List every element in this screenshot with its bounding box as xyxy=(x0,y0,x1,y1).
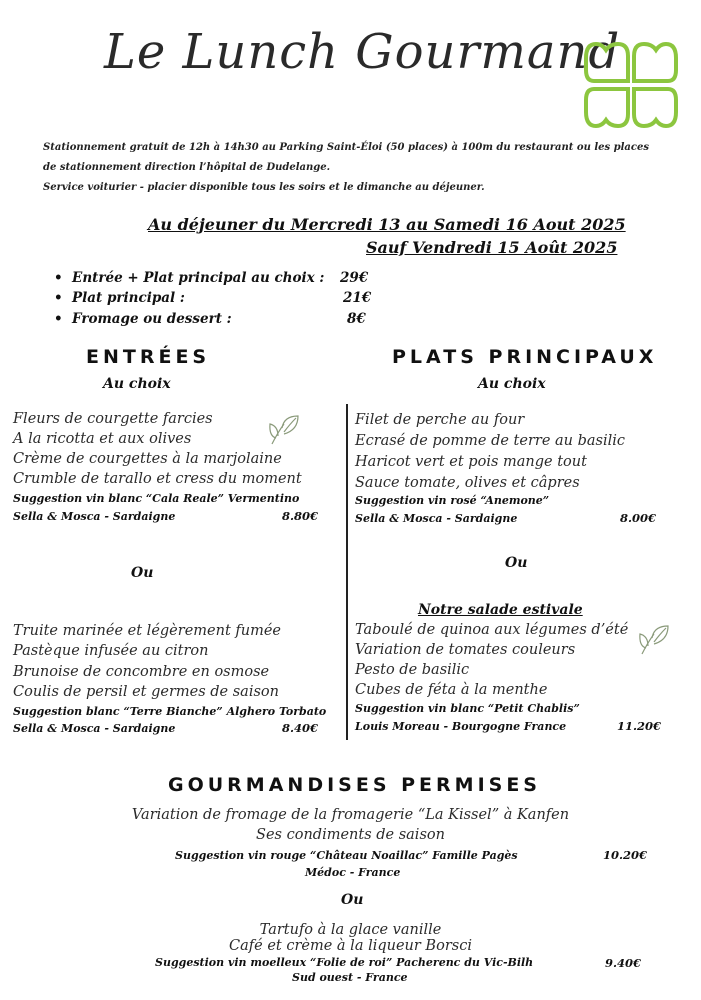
entree-1-line-2: A la ricotta et aux olives xyxy=(13,431,192,447)
dessert-2-wine-region: Sud ouest - France xyxy=(292,971,408,984)
plat-2-wine-price: 11.20€ xyxy=(617,719,662,733)
dessert-1-wine-price: 10.20€ xyxy=(603,848,648,862)
dessert-1-line-1: Variation de fromage de la fromagerie “La Kissel” à Kanfen xyxy=(131,807,570,823)
plat-2-line-1: Taboulé de quinoa aux légumes d’été xyxy=(355,622,629,638)
dessert-2-wine-price: 9.40€ xyxy=(605,956,642,970)
entree-1-wine-producer: Sella & Mosca - Sardaigne xyxy=(13,510,176,523)
plat-1-line-3: Haricot vert et pois mange tout xyxy=(355,454,587,470)
plat-2-wine-producer: Louis Moreau - Bourgogne France xyxy=(355,720,567,733)
entrees-heading: ENTRÉES xyxy=(86,346,211,368)
entree-2-wine-price: 8.40€ xyxy=(282,721,319,735)
dessert-2-line-1: Tartufo à la glace vanille xyxy=(259,922,442,938)
plat-2-wine: Suggestion vin blanc “Petit Chablis” xyxy=(355,702,580,715)
dessert-2-wine: Suggestion vin moelleux “Folie de roi” Pacherenc du Vic-Bilh xyxy=(155,956,534,969)
dessert-1-line-2: Ses condiments de saison xyxy=(256,827,445,843)
restaurant-title: Le Lunch Gourmand xyxy=(104,24,621,80)
entree-2-wine: Suggestion blanc “Terre Bianche” Alghero Torbato xyxy=(13,705,327,718)
entree-1-line-3: Crème de courgettes à la marjolaine xyxy=(13,451,282,467)
entrees-subheading: Au choix xyxy=(103,376,171,392)
entrees-or: Ou xyxy=(131,565,154,581)
dessert-1-wine-region: Médoc - France xyxy=(305,866,401,879)
entree-1-wine: Suggestion vin blanc “Cala Reale” Vermentino xyxy=(13,492,300,505)
price-bullet-1-amount: 29€ xyxy=(340,270,369,286)
plats-or: Ou xyxy=(505,555,528,571)
plat-1-line-2: Ecrasé de pomme de terre au basilic xyxy=(355,433,626,449)
plat-1-line-1: Filet de perche au four xyxy=(355,412,525,428)
entree-2-line-1: Truite marinée et légèrement fumée xyxy=(13,623,282,639)
price-bullet-2: • Plat principal : xyxy=(54,290,185,306)
plat-2-line-4: Cubes de féta à la menthe xyxy=(355,682,548,698)
dessert-2-line-2: Café et crème à la liqueur Borsci xyxy=(229,938,472,954)
price-bullet-3-amount: 8€ xyxy=(347,311,366,327)
parking-note-line-2: de stationnement direction l’hôpital de Dudelange. xyxy=(43,162,331,173)
clover-logo-icon xyxy=(584,38,678,132)
plat-1-wine: Suggestion vin rosé “Anemone” xyxy=(355,494,550,507)
entree-2-line-4: Coulis de persil et germes de saison xyxy=(13,684,279,700)
plat-1-wine-price: 8.00€ xyxy=(620,511,657,525)
column-divider xyxy=(346,404,348,740)
desserts-or: Ou xyxy=(341,892,364,908)
summer-salad-title: Notre salade estivale xyxy=(418,602,583,618)
entree-1-wine-price: 8.80€ xyxy=(282,509,319,523)
entree-2-line-3: Brunoise de concombre en osmose xyxy=(13,664,270,680)
lunch-exception-heading: Sauf Vendredi 15 Août 2025 xyxy=(366,238,618,257)
price-bullet-3: • Fromage ou dessert : xyxy=(54,311,232,327)
price-bullet-1: • Entrée + Plat principal au choix : xyxy=(54,270,325,286)
entree-1-line-1: Fleurs de courgette farcies xyxy=(13,411,213,427)
entree-2-wine-producer: Sella & Mosca - Sardaigne xyxy=(13,722,176,735)
plat-2-line-2: Variation de tomates couleurs xyxy=(355,642,576,658)
plat-1-line-4: Sauce tomate, olives et câpres xyxy=(355,475,580,491)
desserts-heading: GOURMANDISES PERMISES xyxy=(168,774,541,796)
parking-note-line-1: Stationnement gratuit de 12h à 14h30 au Parking Saint-Éloi (50 places) à 100m du restaurant ou les places xyxy=(43,142,649,153)
plat-2-line-3: Pesto de basilic xyxy=(355,662,470,678)
dessert-1-wine: Suggestion vin rouge “Château Noaillac” Famille Pagès xyxy=(175,849,518,862)
plats-heading: PLATS PRINCIPAUX xyxy=(392,346,658,368)
price-bullet-2-amount: 21€ xyxy=(343,290,372,306)
lunch-dates-heading: Au déjeuner du Mercredi 13 au Samedi 16 Aout 2025 xyxy=(148,215,626,234)
plats-subheading: Au choix xyxy=(478,376,546,392)
vegetarian-leaf-icon xyxy=(638,624,672,656)
plat-1-wine-producer: Sella & Mosca - Sardaigne xyxy=(355,512,518,525)
vegetarian-leaf-icon xyxy=(268,414,302,446)
entree-1-line-4: Crumble de tarallo et cress du moment xyxy=(13,471,302,487)
entree-2-line-2: Pastèque infusée au citron xyxy=(13,643,209,659)
valet-note: Service voiturier - placier disponible tous les soirs et le dimanche au déjeuner. xyxy=(43,182,485,193)
